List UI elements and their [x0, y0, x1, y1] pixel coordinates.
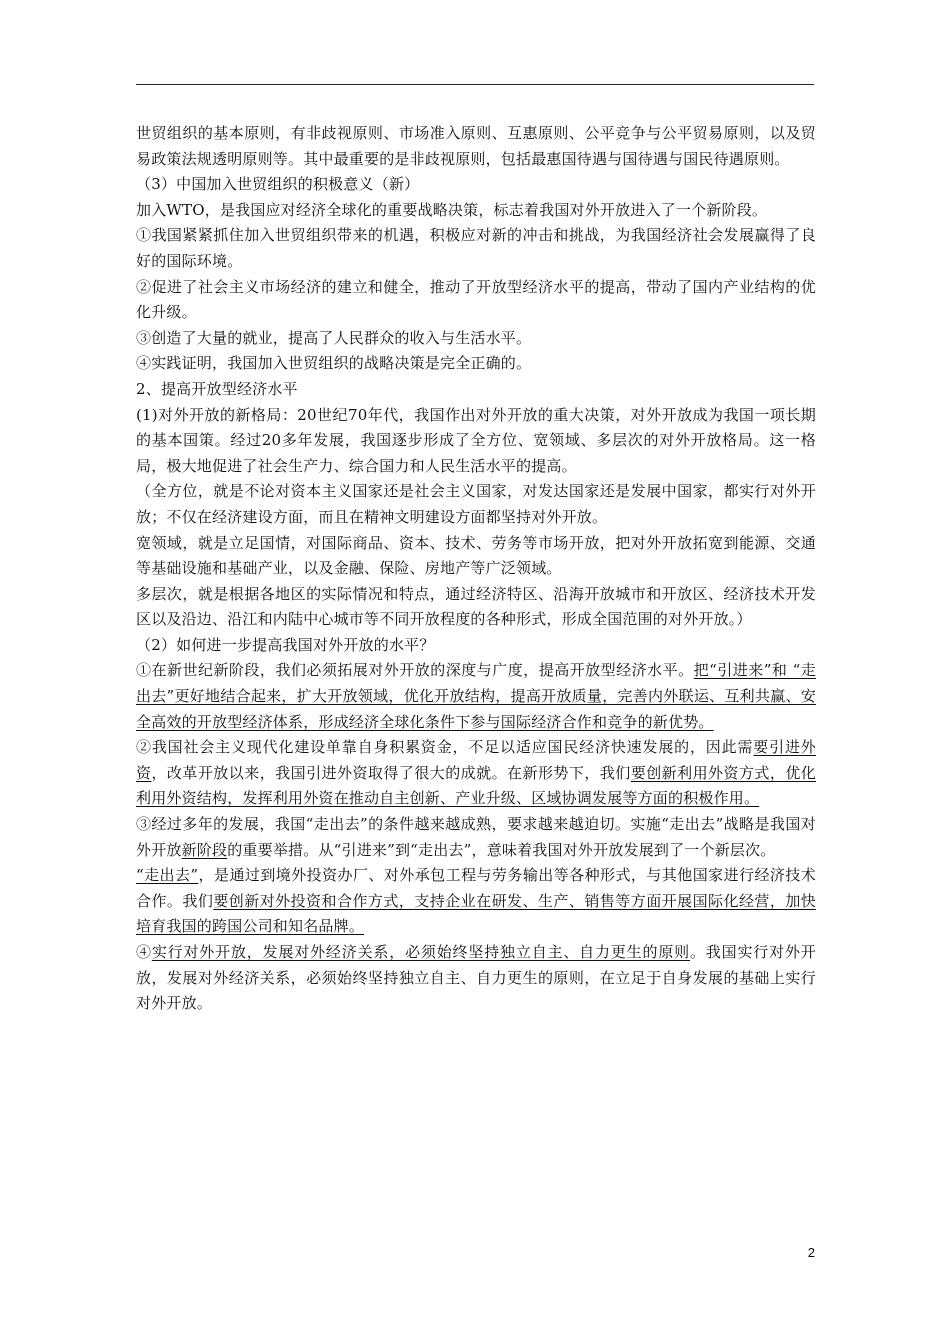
- underlined-text: 新阶段: [181, 840, 228, 859]
- underlined-text: 要创新对外投资和合作方式，支持企业在研发、生产、销售等方面开展国际化经营，加快培育我国的跨国公司和知名品牌。: [136, 891, 816, 936]
- text-segment: ③经过多年的发展，我国“走出去”的条件越来越成熟，要求越来越迫切。实施“走出去”战略是我国对外开放: [136, 815, 816, 859]
- paragraph: [136, 479, 816, 530]
- text-segment: ，改革开放以来，我国引进外资取得了很大的成就。在新形势下，我们: [151, 763, 631, 782]
- document-body: [136, 121, 816, 1017]
- text-segment: 的重要举措。从“引进来”到“走出去”，意味着我国对外开放发展到了一个新层次。: [227, 840, 776, 859]
- text-segment: ④实践证明，我国加入世贸组织的战略决策是完全正确的。: [136, 354, 532, 373]
- underlined-text: 要创新利用外资方式，优化利用外资结构，发挥利用外资在推动自主创新、产业升级、区域协调发展等方面的积极作用。: [136, 763, 816, 808]
- text-segment: ①我国紧紧抓住加入世贸组织带来的机遇，积极应对新的冲击和挑战，为我国经济社会发展赢得了良好的国际环境。: [136, 226, 816, 270]
- text-segment: （2）如何进一步提高我国对外开放的水平？: [136, 635, 435, 654]
- header-rule: [136, 84, 814, 85]
- underlined-text: 把“引进来”和 “走出去”更好地结合起来，扩大开放领域，优化开放结构，提高开放质量，完善内外联运、互利共赢、安全高效的开放型经济体系，形成经济全球化条件下参与国际经济合作和竞争的新优势。: [136, 661, 816, 731]
- paragraph: [136, 582, 816, 633]
- text-segment: (1)对外开放的新格局：20世纪70年代，我国作出对外开放的重大决策，对外开放成为我国一项长期的基本国策。经过20多年发展，我国逐步形成了全方位、宽领域、多层次的对外开放格局。这一格局，极大地促进了社会生产力、综合国力和人民生活水平的提高。: [136, 405, 816, 475]
- paragraph: [136, 633, 816, 659]
- paragraph: [136, 172, 816, 198]
- text-segment: ②我国社会主义现代化建设单靠自身积累资金，不足以适应国民经济快速发展的，因此需: [136, 738, 754, 757]
- text-segment: 世贸组织的基本原则，有非歧视原则、市场准入原则、互惠原则、公平竞争与公平贸易原则，以及贸易政策法规透明原则等。其中最重要的是非歧视原则，包括最惠国待遇与国待遇与国民待遇原则。: [136, 124, 816, 168]
- text-segment: ，是通过到境外投资办厂、对外承包工程与劳务输出等各种形式，与其他国家进行经济技术合作。我们: [136, 866, 816, 910]
- underlined-text: “走出去”: [136, 866, 199, 885]
- text-segment: 宽领域，就是立足国情，对国际商品、资本、技术、劳务等市场开放，把对外开放拓宽到能源、交通等基础设施和基础产业，以及金融、保险、房地产等广泛领域。: [136, 533, 816, 578]
- paragraph: [136, 351, 816, 377]
- text-segment: ③创造了大量的就业，提高了人民群众的收入与生活水平。: [136, 328, 532, 347]
- page-number: 2: [807, 1245, 815, 1260]
- paragraph: [136, 121, 816, 172]
- paragraph: [136, 377, 816, 403]
- text-segment: 多层次，就是根据各地区的实际情况和特点，通过经济特区、沿海开放城市和开放区、经济技术开发区以及沿边、沿江和内陆中心城市等不同开放程度的各种形式，形成全国范围的对外开放。）: [136, 584, 816, 629]
- text-segment: ④: [136, 943, 152, 961]
- paragraph: [136, 223, 816, 274]
- paragraph: [136, 863, 816, 940]
- paragraph: [136, 940, 816, 1017]
- underlined-text: 实行对外开放，发展对外经济关系，必须始终坚持独立自主、自力更生的原则: [151, 943, 690, 961]
- paragraph: [136, 198, 816, 224]
- paragraph: [136, 531, 816, 582]
- text-segment: ①在新世纪新阶段，我们必须拓展对外开放的深度与广度，提高开放型经济水平。: [136, 661, 694, 680]
- paragraph: [136, 812, 816, 863]
- text-segment: ②促进了社会主义市场经济的建立和健全，推动了开放型经济水平的提高，带动了国内产业结构的优化升级。: [136, 277, 816, 322]
- paragraph: [136, 403, 816, 480]
- text-segment: 。我国实行对外开放，发展对外经济关系，必须始终坚持独立自主、自力更生的原则，在立足于自身发展的基础上实行对外开放。: [136, 943, 816, 1013]
- paragraph: [136, 275, 816, 326]
- paragraph: [136, 735, 816, 812]
- text-segment: （3）中国加入世贸组织的积极意义（新）: [136, 175, 420, 194]
- underlined-text: 要引进外资: [136, 738, 816, 782]
- paragraph: [136, 326, 816, 352]
- paragraph: [136, 658, 816, 735]
- text-segment: 2、提高开放型经济水平: [136, 379, 298, 398]
- text-segment: （全方位，就是不论对资本主义国家还是社会主义国家，对发达国家还是发展中国家，都实行对外开放；不仅在经济建设方面，而且在精神文明建设方面都坚持对外开放。: [136, 482, 816, 526]
- text-segment: 加入WTO，是我国应对经济全球化的重要战略决策，标志着我国对外开放进入了一个新阶段。: [136, 200, 768, 219]
